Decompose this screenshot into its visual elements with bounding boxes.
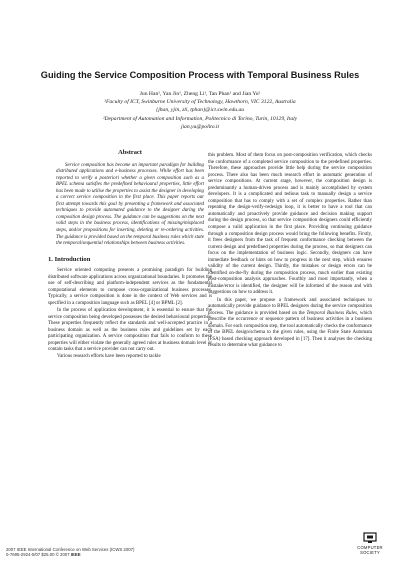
- logo-text: [348, 545, 392, 555]
- computer-society-logo: [348, 532, 392, 558]
- footer-ieee: IEEE: [70, 552, 81, 558]
- intro-paragraph-2: In the process of application development, it is essential to ensure that the service composition being developed possesses the desired behavioural properties. These properties frequently reflect the standards and well-accepted practice in a business domain as well as the business rules and guidelines set by each participating organization. A service composition that fails to conform to these properties will either violate the generally agreed rules at business domain level or contain tasks that a service provider can not carry out.: [48, 307, 212, 353]
- author-names: Jun Han¹, Yan Jin¹, Zheng Li¹, Tan Phan¹ and Jian Yu²: [139, 91, 261, 97]
- affiliation-1: ¹Faculty of ICT, Swinburne University of Technology, Hawthorn, VIC 3122, Australia: [104, 99, 296, 106]
- right-paragraph-2-start: In this paper, we propose a framework and associated techniques to automatically provide guidance to BPEL designers during the service composition process. The guidance is provided based on the: [208, 297, 372, 316]
- author-block: [20, 90, 380, 131]
- abstract-text: Service composition has become an important paradigm for building distributed applications and e-business processes. While effort has been reported to verify a posteriori whether a given composition such as a BPEL schema satisfies the predefined behavioural properties, little effort has been made to utilise the properties to assist the designer in developing a correct service composition in the first place. This paper reports our first attempt towards this goal by presenting a framework and associated techniques to provide automated guidance to the designer during the composition design process. The guidance can be suggestions on the next valid steps in the business process, identifications of missing/misplaced steps, and/or propositions for inserting, deleting or re-ordering activities. The guidance is provided based on the temporal business rules which state the temporal/sequential relationships between business activities.: [56, 162, 204, 247]
- logo-line-1: COMPUTER: [357, 545, 383, 550]
- abstract-heading: Abstract: [118, 149, 142, 156]
- abstract-body: [48, 163, 212, 248]
- intro-paragraph-1: Service oriented computing presents a promising paradigm for building distributed software applications across organizational boundaries. It promotes the use of self-describing and platform-independent services as the fundamental computational elements to compose cross-organizational business processes. Typically, a service composition is done in the context of Web services and is specified in a composition language such as BPEL [4] or BPML [2].: [48, 268, 212, 306]
- left-column: [48, 150, 212, 361]
- computer-society-icon: [363, 532, 377, 544]
- right-paragraph-2-end: , which prescribe the occurrence or sequence pattern of business activities in a business domain. For each composition step, the tool automatically checks the conformance of the BPEL design/schema to the given rules, using the Finite State Automata (FSA) based checking approach developed in [17]. Then it analyses the checking results to determine what guidance to: [208, 310, 372, 349]
- intro-paragraph-3: Various research efforts have been reported to tackle: [57, 354, 161, 360]
- paper-title: Guiding the Service Composition Process with Temporal Business Rules: [40, 70, 360, 80]
- page-footer: [6, 547, 134, 558]
- email-2: jian.yu@polito.it: [180, 123, 220, 130]
- section-heading-introduction: 1. Introduction: [48, 255, 91, 263]
- email-1: {jhan, yjin, zli, tphan}@ict.swin.edu.au: [155, 107, 245, 114]
- right-paragraph-1: this problem. Most of them focus on post-composition verification, which checks the conformance of a completed service composition to the predefined properties. Therefore, these approaches provide little help during the service composition process. There also has been much research effort in automatic generation of service compositions. At current stage, however, the composition design is predominantly a human-driven process and is mainly accomplished by system developers. It is a complicated and tedious task to manually design a service composition that has to comply with a set of complex properties. Rather than repeating the design-verify-redesign loop, it is better to have a tool that can automatically and proactively provide guidance and decision making support during the design process, so that service composition designers could efficiently compose a valid application in the first place. Providing continuing guidance through a composition design process would bring the following benefits. Firstly, it frees designers from the task of frequent conformance checking between the current design and predefined properties during the process, so that designers can focus on the implementation of business logic. Secondly, designers can have immediate feedback or hints on how to progress in the next step, which ensures validity of the current design. Thirdly, the mistakes or design errors can be identified on-the-fly during the composition process, much earlier than existing post-composition analysis approaches. Fourthly and most importantly, when a mistake/error is identified, the designer will be informed of the reason and with suggestions on how to address it.: [208, 153, 372, 296]
- affiliation-2: ²Department of Automation and Information, Politecnico di Torino, Turin, 10129, Italy: [102, 115, 298, 122]
- logo-line-2: SOCIETY: [360, 550, 380, 555]
- right-paragraph-2: [208, 298, 372, 350]
- right-column: [208, 153, 372, 350]
- temporal-business-rules-term: Temporal Business Rules: [306, 310, 357, 316]
- footer-isbn: 0-7695-2924-0/07 $25.00 © 2007: [6, 552, 71, 558]
- footer-isbn-line: [6, 552, 134, 558]
- footer-conference: 2007 IEEE International Conference on Web Services (ICWS 2007): [6, 546, 135, 552]
